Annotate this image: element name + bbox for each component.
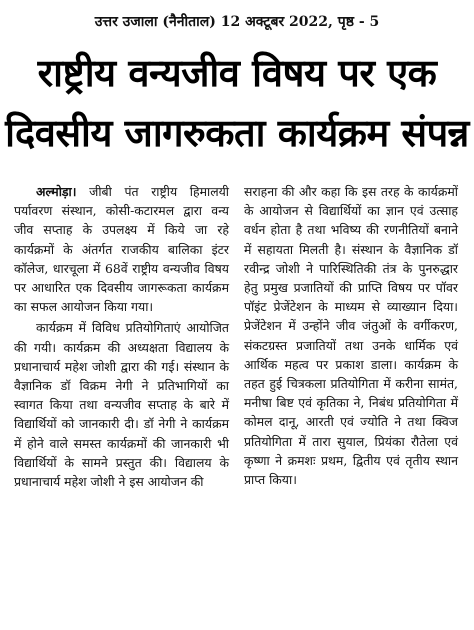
- article-paragraph-3: सराहना की और कहा कि इस तरह के कार्यक्रमों के आयोजन से विद्यार्थियों का ज्ञान एवं उत्साह वर्धन होता है तथा भविष्य की रणनीतियों बनाने में सहायता मिलती है। संस्थान के वैज्ञानिक डॉ रवीन्द्र जोशी ने पारिस्थितिकी तंत्र के पुनरुद्धार हेतु प्रमुख प्रजातियों की प्राप्ति विषय पर पॉवर पॉइंट प्रेजेंटेशन के माध्यम से व्याख्यान दिया। प्रेजेंटेशन में उन्होंने जीव जंतुओं के वर्गीकरण, संकटग्रस्त प्रजातियों तथा उनके धार्मिक एवं आर्थिक महत्व पर प्रकाश डाला। कार्यक्रम के तहत हुई चित्रकला प्रतियोगिता में करीना सामंत, मनीषा बिष्ट एवं कृतिका ने, निबंध प्रतियोगिता में कोमल दानू, आरती एवं ज्योति ने तथा क्विज प्रतियोगिता में तारा सुयाल, प्रियंका रौतेला एवं कृष्णा ने क्रमशः प्रथम, द्वितीय एवं तृतीय स्थान प्राप्त किया।: [244, 184, 458, 488]
- dateline: अल्मोड़ा।: [36, 184, 77, 199]
- article-paragraph-1: [14, 182, 229, 316]
- paragraph-1-text: जीबी पंत राष्ट्रीय हिमालयी पर्यावरण संस्थान, कोसी-कटारमल द्वारा वन्य जीव सप्ताह के उपलक्ष्य में किये जा रहे कार्यक्रमों के अंतर्गत राजकीय बालिका इंटर कॉलेज, धारचूला में 68वें राष्ट्रीय वन्यजीव विषय पर आधारित एक दिवसीय जागरूकता कार्यक्रम का सफल आयोजन किया गया।: [14, 184, 229, 315]
- headline-line-1: राष्ट्रीय वन्यजीव विषय पर एक: [37, 51, 437, 95]
- headline-line-2: दिवसीय जागरुकता कार्यक्रम संपन्न: [5, 111, 469, 155]
- article-right-column: [244, 182, 458, 489]
- article-left-column: [14, 182, 229, 491]
- masthead: उत्तर उजाला (नैनीताल) 12 अक्टूबर 2022, पृष्ठ - 5: [94, 14, 380, 30]
- article-paragraph-2: कार्यक्रम में विविध प्रतियोगिताएं आयोजित की गयी। कार्यक्रम की अध्यक्षता विद्यालय के प्रधानाचार्य महेश जोशी द्वारा की गई। संस्थान के वैज्ञानिक डॉ विक्रम नेगी ने प्रतिभागियों का स्वागत किया तथा वन्यजीव सप्ताह के बारे में विद्यार्थियों को जानकारी दी। डॉ नेगी ने कार्यक्रम में होने वाले समस्त कार्यक्रमों की जानकारी भी विद्यार्थियों के सामने प्रस्तुत की। विद्यालय के प्रधानाचार्य महेश जोशी ने इस आयोजन की: [14, 320, 229, 490]
